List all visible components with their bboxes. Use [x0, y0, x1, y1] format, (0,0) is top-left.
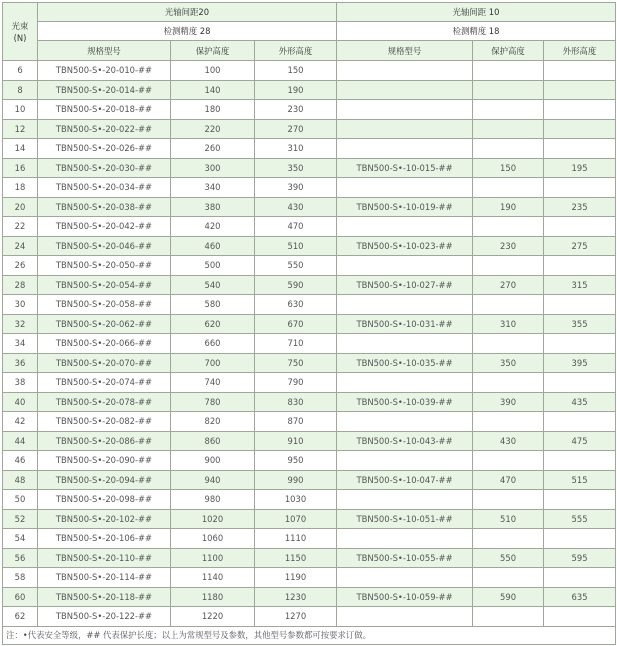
model-b-cell [337, 139, 473, 159]
table-row [3, 80, 616, 100]
outer-height-b-cell: 515 [544, 470, 616, 490]
outer-height-b-cell [544, 607, 616, 627]
table-row [3, 100, 616, 120]
beam-count-cell: 60 [3, 587, 38, 607]
outer-height-b-cell: 195 [544, 158, 616, 178]
table-row [3, 295, 616, 315]
model-a-cell: TBN500-S•-20-042-## [38, 217, 171, 237]
outer-height-b-cell [544, 568, 616, 588]
protect-height-a-cell: 580 [171, 295, 255, 315]
model-b-cell: TBN500-S•-10-015-## [337, 158, 473, 178]
protect-height-b-cell [473, 256, 544, 276]
beam-count-cell: 14 [3, 139, 38, 159]
outer-height-b-cell [544, 295, 616, 315]
protect-height-b-cell [473, 217, 544, 237]
model-b-cell [337, 490, 473, 510]
protect-height-a-cell: 300 [171, 158, 255, 178]
protect-height-a-cell: 700 [171, 353, 255, 373]
beam-count-cell: 8 [3, 80, 38, 100]
model-a-cell: TBN500-S•-20-010-## [38, 61, 171, 81]
protect-height-b-cell: 190 [473, 197, 544, 217]
protect-height-a-cell: 660 [171, 334, 255, 354]
table-body [3, 61, 616, 627]
table-row [3, 412, 616, 432]
beam-count-cell: 50 [3, 490, 38, 510]
model-a-cell: TBN500-S•-20-094-## [38, 470, 171, 490]
outer-height-a-cell: 270 [255, 119, 337, 139]
model-a-cell: TBN500-S•-20-054-## [38, 275, 171, 295]
model-a-cell: TBN500-S•-20-106-## [38, 529, 171, 549]
protect-height-b-cell [473, 490, 544, 510]
outer-height-b-cell: 395 [544, 353, 616, 373]
beam-count-cell: 18 [3, 178, 38, 198]
model-a-cell: TBN500-S•-20-082-## [38, 412, 171, 432]
outer-height-a-cell: 1110 [255, 529, 337, 549]
outer-height-b-cell [544, 139, 616, 159]
outer-height-b-cell [544, 529, 616, 549]
outer-height-a-cell: 1070 [255, 509, 337, 529]
group-a-title: 光轴间距20 [38, 3, 337, 22]
outer-height-b-cell: 235 [544, 197, 616, 217]
outer-height-a-cell: 1030 [255, 490, 337, 510]
model-b-cell [337, 334, 473, 354]
protect-height-a-cell: 260 [171, 139, 255, 159]
protect-height-b-cell: 150 [473, 158, 544, 178]
outer-height-a-cell: 630 [255, 295, 337, 315]
protect-height-b-cell [473, 178, 544, 198]
table-row [3, 607, 616, 627]
beam-count-cell: 12 [3, 119, 38, 139]
model-a-cell: TBN500-S•-20-038-## [38, 197, 171, 217]
model-b-cell [337, 100, 473, 120]
table-row [3, 548, 616, 568]
model-a-cell: TBN500-S•-20-046-## [38, 236, 171, 256]
protect-height-a-cell: 620 [171, 314, 255, 334]
model-a-cell: TBN500-S•-20-058-## [38, 295, 171, 315]
protect-height-a-cell: 980 [171, 490, 255, 510]
col-header-protect-a: 保护高度 [171, 41, 255, 61]
beam-count-cell: 16 [3, 158, 38, 178]
outer-height-a-cell: 750 [255, 353, 337, 373]
model-a-cell: TBN500-S•-20-026-## [38, 139, 171, 159]
protect-height-a-cell: 540 [171, 275, 255, 295]
model-a-cell: TBN500-S•-20-050-## [38, 256, 171, 276]
outer-height-b-cell [544, 217, 616, 237]
beam-count-cell: 38 [3, 373, 38, 393]
table-row [3, 568, 616, 588]
table-row [3, 334, 616, 354]
table-row [3, 353, 616, 373]
outer-height-a-cell: 390 [255, 178, 337, 198]
table-row [3, 529, 616, 549]
beam-count-cell: 6 [3, 61, 38, 81]
protect-height-b-cell: 430 [473, 431, 544, 451]
model-b-cell [337, 119, 473, 139]
table-row [3, 470, 616, 490]
beam-count-cell: 56 [3, 548, 38, 568]
model-b-cell: TBN500-S•-10-047-## [337, 470, 473, 490]
beam-count-cell: 52 [3, 509, 38, 529]
table-row [3, 119, 616, 139]
protect-height-a-cell: 940 [171, 470, 255, 490]
protect-height-b-cell [473, 529, 544, 549]
beam-count-cell: 24 [3, 236, 38, 256]
protect-height-a-cell: 220 [171, 119, 255, 139]
outer-height-a-cell: 670 [255, 314, 337, 334]
model-a-cell: TBN500-S•-20-022-## [38, 119, 171, 139]
table-row [3, 139, 616, 159]
model-a-cell: TBN500-S•-20-118-## [38, 587, 171, 607]
model-a-cell: TBN500-S•-20-030-## [38, 158, 171, 178]
protect-height-a-cell: 380 [171, 197, 255, 217]
outer-height-b-cell [544, 80, 616, 100]
outer-height-a-cell: 550 [255, 256, 337, 276]
outer-height-a-cell: 310 [255, 139, 337, 159]
beam-count-cell: 44 [3, 431, 38, 451]
model-b-cell [337, 61, 473, 81]
model-b-cell: TBN500-S•-10-055-## [337, 548, 473, 568]
model-a-cell: TBN500-S•-20-034-## [38, 178, 171, 198]
model-b-cell: TBN500-S•-10-039-## [337, 392, 473, 412]
model-b-cell [337, 568, 473, 588]
col-header-model-b: 规格型号 [337, 41, 473, 61]
outer-height-a-cell: 1190 [255, 568, 337, 588]
outer-height-b-cell [544, 334, 616, 354]
beam-count-cell: 32 [3, 314, 38, 334]
outer-height-a-cell: 510 [255, 236, 337, 256]
protect-height-b-cell: 390 [473, 392, 544, 412]
model-b-cell: TBN500-S•-10-059-## [337, 587, 473, 607]
model-b-cell [337, 217, 473, 237]
table-row [3, 236, 616, 256]
spec-table [2, 2, 616, 645]
outer-height-a-cell: 710 [255, 334, 337, 354]
beam-count-cell: 48 [3, 470, 38, 490]
beam-count-cell: 10 [3, 100, 38, 120]
beam-count-cell: 30 [3, 295, 38, 315]
model-b-cell: TBN500-S•-10-035-## [337, 353, 473, 373]
outer-height-b-cell [544, 100, 616, 120]
table-row [3, 392, 616, 412]
protect-height-b-cell [473, 607, 544, 627]
protect-height-a-cell: 1140 [171, 568, 255, 588]
outer-height-a-cell: 1270 [255, 607, 337, 627]
model-b-cell: TBN500-S•-10-023-## [337, 236, 473, 256]
outer-height-a-cell: 1230 [255, 587, 337, 607]
outer-height-a-cell: 790 [255, 373, 337, 393]
footnote: 注：•代表安全等级，## 代表保护长度；以上为常规型号及参数，其他型号参数都可按要求订做。 [3, 626, 616, 644]
protect-height-a-cell: 1100 [171, 548, 255, 568]
protect-height-b-cell: 350 [473, 353, 544, 373]
outer-height-b-cell: 435 [544, 392, 616, 412]
outer-height-a-cell: 910 [255, 431, 337, 451]
protect-height-b-cell [473, 451, 544, 471]
outer-height-b-cell [544, 490, 616, 510]
table-row [3, 451, 616, 471]
beam-count-cell: 22 [3, 217, 38, 237]
table-row [3, 587, 616, 607]
protect-height-a-cell: 860 [171, 431, 255, 451]
protect-height-a-cell: 460 [171, 236, 255, 256]
col-header-outer-b: 外形高度 [544, 41, 616, 61]
outer-height-a-cell: 190 [255, 80, 337, 100]
table-row [3, 178, 616, 198]
beam-count-cell: 40 [3, 392, 38, 412]
protect-height-a-cell: 180 [171, 100, 255, 120]
beam-count-cell: 62 [3, 607, 38, 627]
table-row [3, 61, 616, 81]
outer-height-b-cell [544, 61, 616, 81]
outer-height-a-cell: 470 [255, 217, 337, 237]
model-a-cell: TBN500-S•-20-062-## [38, 314, 171, 334]
protect-height-a-cell: 1220 [171, 607, 255, 627]
header-row-groups [3, 3, 616, 22]
model-a-cell: TBN500-S•-20-086-## [38, 431, 171, 451]
outer-height-b-cell: 635 [544, 587, 616, 607]
model-b-cell: TBN500-S•-10-027-## [337, 275, 473, 295]
protect-height-a-cell: 820 [171, 412, 255, 432]
col-header-outer-a: 外形高度 [255, 41, 337, 61]
col-header-model-a: 规格型号 [38, 41, 171, 61]
outer-height-a-cell: 870 [255, 412, 337, 432]
outer-height-a-cell: 230 [255, 100, 337, 120]
model-b-cell: TBN500-S•-10-043-## [337, 431, 473, 451]
protect-height-a-cell: 140 [171, 80, 255, 100]
model-a-cell: TBN500-S•-20-110-## [38, 548, 171, 568]
protect-height-a-cell: 420 [171, 217, 255, 237]
col-header-protect-b: 保护高度 [473, 41, 544, 61]
beam-count-cell: 46 [3, 451, 38, 471]
model-a-cell: TBN500-S•-20-098-## [38, 490, 171, 510]
beam-unit: (N) [13, 32, 27, 43]
protect-height-b-cell: 230 [473, 236, 544, 256]
beam-count-cell: 36 [3, 353, 38, 373]
model-a-cell: TBN500-S•-20-078-## [38, 392, 171, 412]
beam-count-cell: 54 [3, 529, 38, 549]
table-row [3, 373, 616, 393]
protect-height-a-cell: 340 [171, 178, 255, 198]
beam-count-cell: 26 [3, 256, 38, 276]
table-row [3, 275, 616, 295]
protect-height-b-cell: 470 [473, 470, 544, 490]
group-b-precision: 检测精度 18 [337, 22, 616, 41]
outer-height-b-cell: 555 [544, 509, 616, 529]
beam-label: 光束 [11, 20, 29, 31]
outer-height-b-cell: 315 [544, 275, 616, 295]
header-row-precision [3, 22, 616, 41]
protect-height-a-cell: 780 [171, 392, 255, 412]
outer-height-a-cell: 1150 [255, 548, 337, 568]
model-a-cell: TBN500-S•-20-074-## [38, 373, 171, 393]
outer-height-a-cell: 350 [255, 158, 337, 178]
protect-height-b-cell [473, 334, 544, 354]
protect-height-b-cell [473, 412, 544, 432]
outer-height-b-cell: 475 [544, 431, 616, 451]
model-b-cell [337, 178, 473, 198]
note-row [3, 626, 616, 644]
model-b-cell: TBN500-S•-10-051-## [337, 509, 473, 529]
protect-height-b-cell [473, 295, 544, 315]
model-b-cell [337, 373, 473, 393]
outer-height-b-cell [544, 178, 616, 198]
model-a-cell: TBN500-S•-20-066-## [38, 334, 171, 354]
protect-height-b-cell [473, 119, 544, 139]
table-row [3, 490, 616, 510]
protect-height-a-cell: 900 [171, 451, 255, 471]
outer-height-b-cell [544, 119, 616, 139]
beam-count-cell: 28 [3, 275, 38, 295]
model-b-cell [337, 451, 473, 471]
outer-height-b-cell [544, 451, 616, 471]
beam-count-header [3, 3, 38, 61]
protect-height-a-cell: 1060 [171, 529, 255, 549]
beam-count-cell: 58 [3, 568, 38, 588]
protect-height-b-cell [473, 61, 544, 81]
table-row [3, 197, 616, 217]
model-b-cell: TBN500-S•-10-031-## [337, 314, 473, 334]
protect-height-a-cell: 1180 [171, 587, 255, 607]
model-a-cell: TBN500-S•-20-090-## [38, 451, 171, 471]
outer-height-b-cell: 275 [544, 236, 616, 256]
model-a-cell: TBN500-S•-20-102-## [38, 509, 171, 529]
outer-height-a-cell: 990 [255, 470, 337, 490]
table-row [3, 158, 616, 178]
model-b-cell [337, 295, 473, 315]
outer-height-a-cell: 150 [255, 61, 337, 81]
protect-height-a-cell: 500 [171, 256, 255, 276]
table-row [3, 509, 616, 529]
protect-height-b-cell: 590 [473, 587, 544, 607]
model-b-cell [337, 256, 473, 276]
table-row [3, 217, 616, 237]
outer-height-a-cell: 590 [255, 275, 337, 295]
beam-count-cell: 34 [3, 334, 38, 354]
model-a-cell: TBN500-S•-20-014-## [38, 80, 171, 100]
model-b-cell [337, 80, 473, 100]
outer-height-b-cell [544, 256, 616, 276]
outer-height-b-cell [544, 412, 616, 432]
protect-height-b-cell: 510 [473, 509, 544, 529]
protect-height-b-cell [473, 80, 544, 100]
protect-height-a-cell: 100 [171, 61, 255, 81]
model-a-cell: TBN500-S•-20-070-## [38, 353, 171, 373]
protect-height-a-cell: 740 [171, 373, 255, 393]
model-b-cell [337, 529, 473, 549]
table-row [3, 314, 616, 334]
model-a-cell: TBN500-S•-20-018-## [38, 100, 171, 120]
model-b-cell: TBN500-S•-10-019-## [337, 197, 473, 217]
beam-count-cell: 42 [3, 412, 38, 432]
protect-height-b-cell: 550 [473, 548, 544, 568]
protect-height-b-cell: 310 [473, 314, 544, 334]
model-b-cell [337, 607, 473, 627]
protect-height-b-cell [473, 100, 544, 120]
outer-height-b-cell [544, 373, 616, 393]
protect-height-b-cell: 270 [473, 275, 544, 295]
table-row [3, 256, 616, 276]
header-row-columns [3, 41, 616, 61]
protect-height-b-cell [473, 568, 544, 588]
protect-height-b-cell [473, 139, 544, 159]
protect-height-a-cell: 1020 [171, 509, 255, 529]
outer-height-b-cell: 595 [544, 548, 616, 568]
group-b-title: 光轴间距 10 [337, 3, 616, 22]
table-row [3, 431, 616, 451]
group-a-precision: 检测精度 28 [38, 22, 337, 41]
outer-height-b-cell: 355 [544, 314, 616, 334]
outer-height-a-cell: 830 [255, 392, 337, 412]
beam-count-cell: 20 [3, 197, 38, 217]
model-b-cell [337, 412, 473, 432]
outer-height-a-cell: 950 [255, 451, 337, 471]
model-a-cell: TBN500-S•-20-114-## [38, 568, 171, 588]
model-a-cell: TBN500-S•-20-122-## [38, 607, 171, 627]
protect-height-b-cell [473, 373, 544, 393]
outer-height-a-cell: 430 [255, 197, 337, 217]
